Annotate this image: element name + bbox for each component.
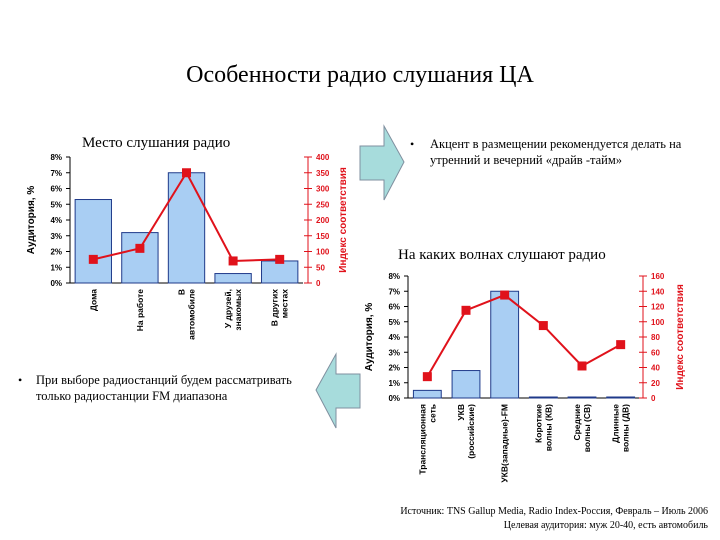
c2-index-point-4 (539, 321, 548, 330)
c1-ytick-label: 0% (50, 279, 62, 288)
c2-xtick-label-line: Длинные (610, 404, 621, 443)
c2-ytick-label: 2% (388, 363, 400, 373)
c1-xtick-label-line: В (176, 289, 187, 296)
c2-y2tick-label: 100 (651, 317, 665, 327)
c2-xtick-label-line: Короткие (533, 404, 544, 443)
c1-y2tick-label: 400 (316, 153, 330, 162)
bullet-top-marker: • (410, 137, 415, 151)
c2-y2tick-label: 140 (651, 287, 665, 297)
c1-xtick-label-line: В других (269, 289, 280, 327)
c2-xtick-label-line: волны (СВ) (582, 404, 592, 453)
slide-title: Особенности радио слушания ЦА (186, 62, 534, 88)
c1-xtick-label-line: Дома (88, 289, 99, 312)
c1-ytick-label: 2% (50, 247, 62, 257)
c1-xtick-label-line: У друзей, (223, 289, 234, 329)
c2-xtick-label-6 (611, 404, 631, 452)
c1-xtick-label-line: местах (279, 289, 290, 319)
c2-xtick-label-line: сеть (427, 404, 438, 423)
c2-ytick-label: 0% (388, 394, 400, 403)
c2-xtick-label-line: волны (ДВ) (620, 404, 631, 453)
c2-bar-5 (568, 397, 596, 398)
c2-y2tick-label: 0 (651, 394, 656, 403)
c2-xtick-label-line: Средние (572, 404, 582, 441)
chart2-y-axis-label: Аудитория, % (364, 302, 375, 372)
c1-ytick-label: 3% (50, 231, 62, 241)
chart2-y2-axis-label: Индекс соответствия (675, 284, 686, 390)
c1-ytick-label: 7% (50, 168, 62, 178)
c1-y2tick-label: 300 (316, 184, 330, 194)
c2-ytick-label: 7% (388, 287, 400, 297)
c2-xtick-label-line: УКВ (456, 404, 466, 421)
c2-index-point-1 (423, 372, 432, 381)
c1-ytick-label: 8% (50, 153, 62, 162)
c1-y2tick-label: 150 (316, 231, 330, 241)
c2-ytick-label: 8% (388, 272, 400, 281)
chart1-y2-axis-label: Индекс соответствия (338, 167, 349, 273)
c2-ytick-label: 4% (388, 333, 400, 342)
c2-ytick-label: 1% (388, 378, 400, 388)
c2-index-point-6 (616, 340, 625, 349)
c2-y2tick-label: 20 (651, 378, 660, 388)
c2-index-line (427, 295, 620, 377)
c1-ytick-label: 6% (50, 184, 62, 194)
source-line-2: Целевая аудитория: муж 20-40, есть автомобиль (503, 520, 708, 531)
source-line-1: Источник: TNS Gallup Media, Radio Index-Россия, Февраль – Июль 2006 (400, 506, 708, 517)
c2-xtick-label-1 (417, 404, 437, 475)
c2-xtick-label-line: УКВ(западные)-FM (499, 404, 510, 483)
bullet-top-text: Акцент в размещении рекомендуется делать на утренний и вечерний «драйв -тайм» (430, 137, 682, 167)
c2-ytick-label: 5% (388, 317, 400, 327)
c2-y2tick-label: 160 (651, 272, 665, 281)
c1-ytick-label: 1% (50, 263, 62, 273)
c1-xtick-label-line: На работе (134, 289, 145, 332)
chart2-subtitle: На каких волнах слушают радио (398, 247, 606, 263)
c1-y2tick-label: 200 (316, 216, 330, 225)
c1-y2tick-label: 350 (316, 168, 330, 178)
c2-xtick-label-line: Трансляционная (417, 404, 428, 475)
c2-bar-6 (607, 397, 635, 398)
c1-ytick-label: 4% (50, 216, 62, 225)
chart1-y-axis-label: Аудитория, % (26, 185, 37, 255)
bullet-bottom-marker: • (18, 373, 23, 387)
c1-ytick-label: 5% (50, 200, 62, 210)
c2-bar-2 (452, 371, 480, 398)
c2-ytick-label: 3% (388, 348, 400, 358)
c2-xtick-label-2 (456, 404, 476, 459)
c1-y2tick-label: 0 (316, 279, 321, 288)
c2-ytick-label: 6% (388, 302, 400, 312)
c2-y2tick-label: 40 (651, 363, 660, 373)
c2-y2tick-label: 120 (651, 302, 665, 312)
chart1-subtitle: Место слушания радио (82, 135, 231, 151)
c2-xtick-label-4 (533, 404, 553, 452)
c1-y2tick-label: 50 (316, 263, 325, 273)
c2-bar-3 (491, 291, 519, 398)
c1-xtick-label-line: знакомых (233, 289, 244, 331)
c2-index-point-5 (578, 361, 587, 370)
c2-y2tick-label: 80 (651, 333, 660, 342)
bullet-bottom-text: При выборе радиостанций будем рассматривать только радиостанции FM диапазона (36, 373, 292, 403)
c2-bar-1 (413, 390, 441, 398)
c1-y2tick-label: 250 (316, 200, 330, 210)
c1-xtick-label-line: автомобиле (186, 289, 197, 340)
c2-xtick-label-3 (500, 404, 510, 483)
c2-y2tick-label: 60 (651, 348, 660, 358)
c2-xtick-label-line: (российские) (466, 404, 476, 459)
c2-xtick-label-5 (572, 404, 592, 452)
c2-xtick-label-line: волны (КВ) (543, 404, 554, 452)
c2-index-point-2 (462, 306, 471, 315)
c2-bar-4 (529, 397, 557, 398)
c2-index-point-3 (500, 291, 509, 300)
c1-y2tick-label: 100 (316, 247, 330, 257)
